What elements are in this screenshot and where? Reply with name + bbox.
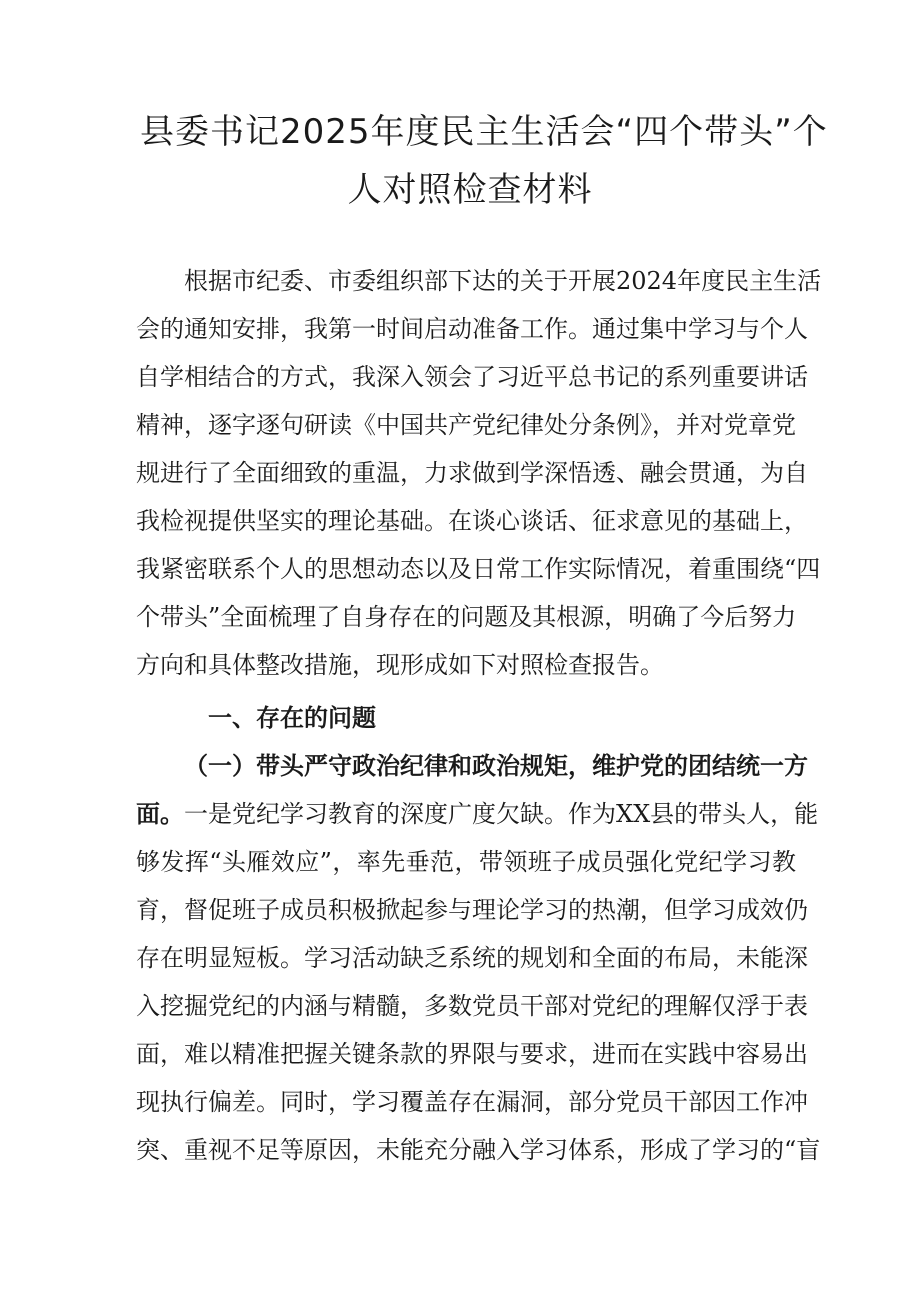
text-line: 会的通知安排，我第一时间启动准备工作。通过集中学习与个人 [136,315,808,343]
intro-paragraph [136,257,822,689]
sub-heading-line [136,742,808,790]
text-segment: 一是党纪学习教育的深度广度欠缺。作为XX县的带头人，能 [184,800,819,828]
section-heading: 一、存在的问题 [208,704,376,732]
text-line: 自学相结合的方式，我深入领会了习近平总书记的系列重要讲话 [136,363,808,391]
text-line: 育，督促班子成员积极掀起参与理论学习的热潮，但学习成效仍 [136,896,808,924]
text-line: 规进行了全面细致的重温，力求做到学深悟透、融会贯通，为自 [136,459,808,487]
text-line: 方向和具体整改措施，现形成如下对照检查报告。 [136,651,664,679]
title-line: 人对照检查材料 [347,170,593,210]
sub-heading-text: （一）带头严守政治纪律和政治规矩，维护党的团结统一方 [184,752,808,780]
problem-paragraph [136,742,821,1174]
text-line: 根据市纪委、市委组织部下达的关于开展2024年度民主生活 [184,267,822,295]
text-line: 面，难以精准把握关键条款的界限与要求，进而在实践中容易出 [136,1040,808,1068]
text-line: 现执行偏差。同时，学习覆盖存在漏洞，部分党员干部因工作冲 [136,1088,808,1116]
text-line: 精神，逐字逐句研读《中国共产党纪律处分条例》，并对党章党 [136,411,796,439]
text-line: 我紧密联系个人的思想动态以及日常工作实际情况，着重围绕“四 [136,555,821,583]
sub-heading-tail: 面。 [136,800,184,828]
text-line: 存在明显短板。学习活动缺乏系统的规划和全面的布局，未能深 [136,944,808,972]
title-line: 县委书记2025年度民主生活会“四个带头”个 [140,112,828,152]
text-line: 入挖掘党纪的内涵与精髓，多数党员干部对党纪的理解仅浮于表 [136,992,808,1020]
document-title [140,103,828,219]
text-line [136,790,819,838]
text-line: 突、重视不足等原因，未能充分融入学习体系，形成了学习的“盲 [136,1136,821,1164]
text-line: 个带头”全面梳理了自身存在的问题及其根源，明确了今后努力 [136,603,797,631]
text-line: 够发挥“头雁效应”，率先垂范，带领班子成员强化党纪学习教 [136,848,796,876]
text-line: 我检视提供坚实的理论基础。在谈心谈话、征求意见的基础上， [136,507,808,535]
